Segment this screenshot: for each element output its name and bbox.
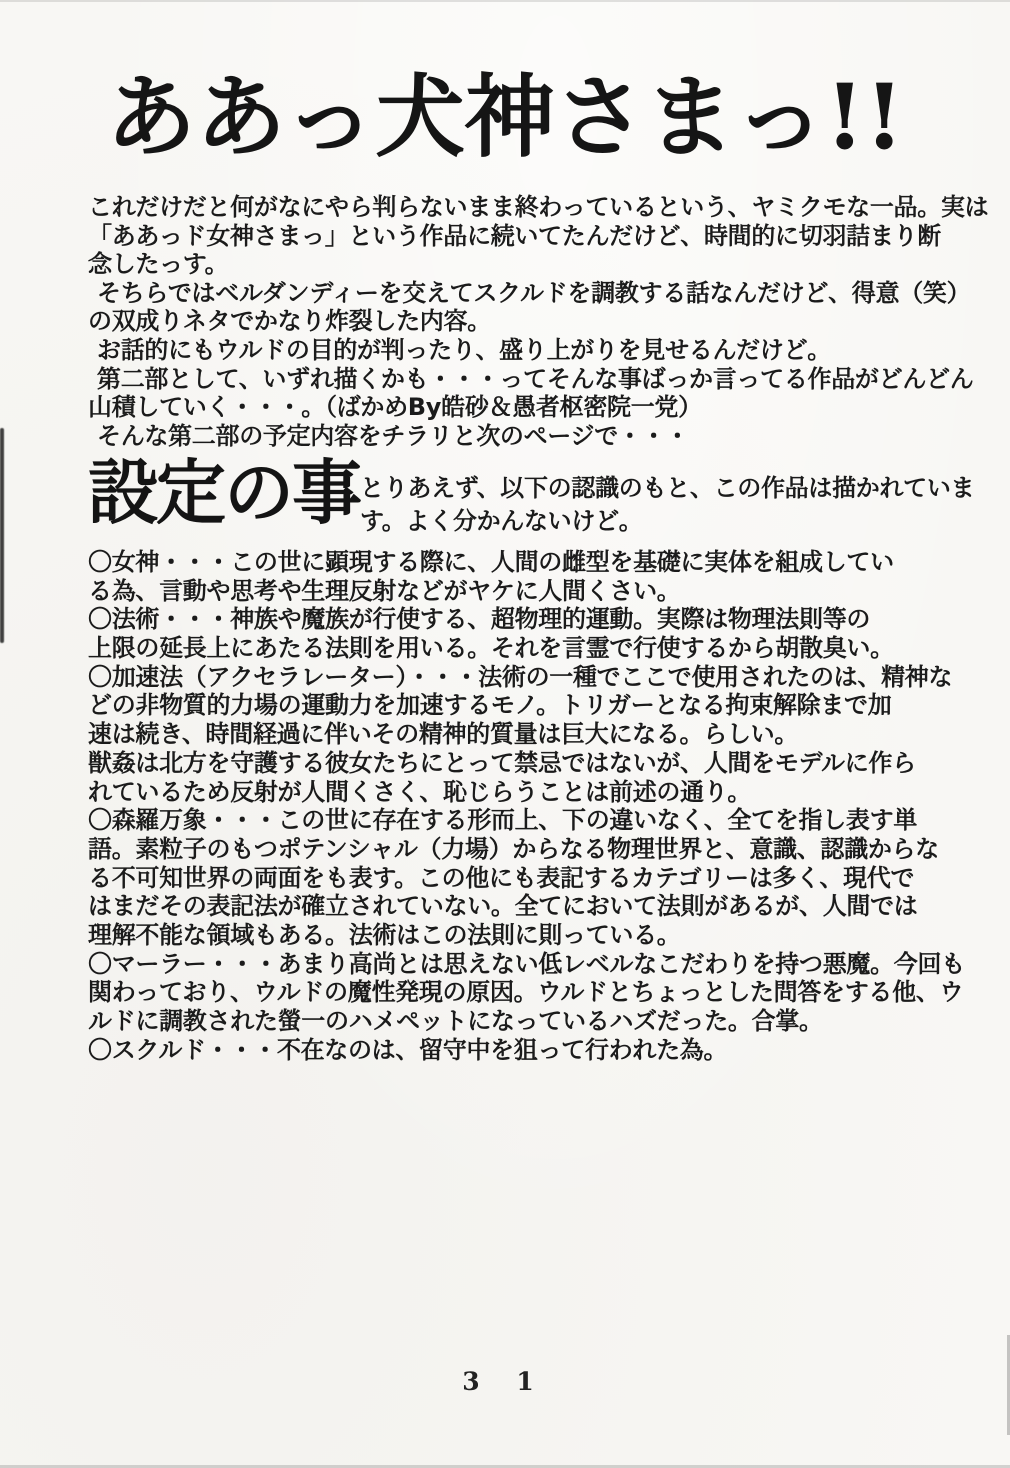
intro-line: そんな第二部の予定内容をチラリと次のページで・・・ — [97, 421, 690, 450]
intro-line: の双成りネタでかなり炸裂した内容。 — [88, 307, 491, 336]
settings-line: れているため反射が人間くさく、恥じらうことは前述の通り。 — [88, 777, 752, 806]
settings-line: はまだその表記法が確立されていない。全てにおいて法則があるが、人間では — [88, 892, 918, 921]
page-number: 3 1 — [462, 1367, 548, 1396]
intro-line: 山積していく・・・。（ばかめBy皓砂＆愚者枢密院一党） — [88, 393, 702, 422]
settings-heading-row — [88, 451, 975, 558]
intro-line: そちらではベルダンディーを交えてスクルドを調教する話なんだけど、得意（笑） — [97, 278, 971, 307]
settings-line: る為、言動や思考や生理反射などがヤケに人間くさい。 — [88, 576, 681, 605]
settings-line: 〇森羅万象・・・この世に存在する形而上、下の違いなく、全てを指し表す単 — [88, 806, 918, 835]
settings-line: 獣姦は北方を守護する彼女たちにとって禁忌ではないが、人間をモデルに作ら — [88, 748, 916, 777]
settings-line: 理解不能な領域もある。法術はこの法則に則っている。 — [88, 920, 681, 949]
settings-paragraph — [88, 548, 978, 1064]
settings-line: 関わっており、ウルドの魔性発現の原因。ウルドとちょっとした問答をする他、ウ — [88, 978, 964, 1007]
settings-section-heading: 設定の事 — [88, 451, 360, 534]
settings-line: 速は続き、時間経過に伴いその精神的質量は巨大になる。らしい。 — [88, 720, 799, 749]
settings-caption-line: す。よく分かんないけど。 — [360, 507, 643, 535]
intro-line: 念したっす。 — [88, 250, 229, 279]
settings-line: 〇女神・・・この世に顕現する際に、人間の雌型を基礎に実体を組成してい — [88, 548, 894, 576]
intro-line: お話的にもウルドの目的が判ったり、盛り上がりを見せるんだけど。 — [97, 335, 831, 364]
settings-line: どの非物質的力場の運動力を加速するモノ。トリガーとなる拘束解除まで加 — [88, 691, 892, 720]
settings-caption — [360, 472, 974, 538]
settings-line: 〇法術・・・神族や魔族が行使する、超物理的運動。実際は物理法則等の — [88, 605, 871, 634]
settings-line: 〇加速法（アクセラレーター）・・・法術の一種でここで使用されたのは、精神な — [88, 662, 953, 691]
intro-line: 「ああっド女神さまっ」という作品に続いてたんだけど、時間的に切羽詰まり断 — [88, 221, 941, 250]
scan-top-edge-artifact — [0, 0, 1010, 2]
settings-line: 〇スクルド・・・不在なのは、留守中を狙って行われた為。 — [88, 1035, 728, 1064]
intro-paragraph — [88, 193, 989, 450]
intro-line: これだけだと何がなにやら判らないまま終わっているという、ヤミクモな一品。実は — [88, 193, 989, 221]
settings-line: ルドに調教された螢一のハメペットになっているハズだった。合掌。 — [88, 1007, 823, 1035]
settings-line: 語。素粒子のもつポテンシャル（力場）からなる物理世界と、意識、認識からな — [88, 834, 939, 863]
settings-caption-line: とりあえず、以下の認識のもと、この作品は描かれていま — [360, 474, 975, 502]
scan-left-edge-artifact — [0, 428, 4, 643]
settings-line: 〇マーラー・・・あまり高尚とは思えない低レベルなこだわりを持つ悪魔。今回も — [88, 949, 965, 978]
settings-line: る不可知世界の両面をも表す。この他にも表記するカテゴリーは多く、現代で — [88, 863, 915, 892]
page-title: ああっ犬神さまっ!! — [105, 64, 905, 170]
settings-line: 上限の延長上にあたる法則を用いる。それを言霊で行使するから胡散臭い。 — [88, 634, 894, 663]
intro-line: 第二部として、いずれ描くかも・・・ってそんな事ばっか言ってる作品がどんどん — [97, 364, 974, 393]
